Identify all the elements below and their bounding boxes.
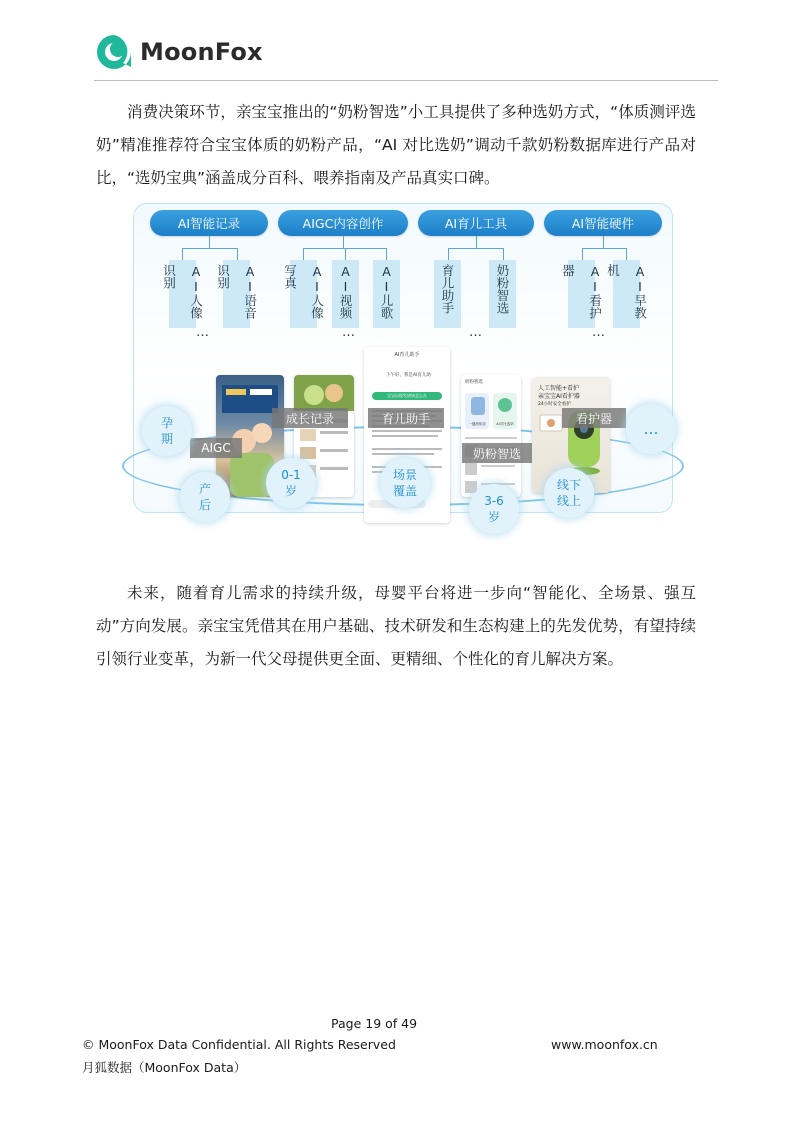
assistant-screen-title: AI育儿助手 (394, 352, 420, 358)
header-divider (94, 80, 718, 81)
header (94, 30, 263, 74)
connector (182, 248, 238, 249)
connector (182, 248, 183, 260)
connector (503, 248, 504, 260)
connector (626, 248, 627, 260)
milk-card-constitution: 一键测体质 (465, 393, 489, 429)
connector (303, 248, 304, 260)
connector (582, 248, 627, 249)
more-indicator: … (342, 325, 356, 340)
feature-ai-monitor: AI看护器 (568, 260, 595, 328)
bubble-age-0-1: 0-1岁 (266, 458, 316, 508)
feature-parenting-assistant: 育儿助手 (434, 260, 461, 328)
bubble-online-offline: 线下线上 (544, 468, 594, 518)
feature-milk-select: 奶粉智选 (489, 260, 516, 328)
page-number: Page 19 of 49 (331, 1016, 418, 1031)
assistant-question-button: 宝宝出现发烧该怎么办 (372, 392, 442, 400)
bubble-scene-coverage: 场景覆盖 (380, 458, 430, 508)
connector (448, 248, 449, 260)
bubble-postpartum: 产后 (180, 472, 230, 522)
ai-feature-figure (133, 203, 673, 524)
tag-milk-select: 奶粉智选 (462, 443, 532, 463)
tag-monitor: 看护器 (562, 408, 626, 428)
more-indicator: … (196, 325, 210, 340)
connector (343, 236, 344, 248)
feature-ai-portrait-recognition: AI人像识别 (169, 260, 196, 328)
tag-aigc: AIGC (190, 438, 242, 458)
tag-growth-record: 成长记录 (272, 408, 348, 428)
hardware-line-2: 亲宝宝AI看护器 (538, 393, 580, 400)
feature-ai-early-education: AI早教机 (613, 260, 640, 328)
website-link[interactable]: www.moonfox.cn (551, 1037, 658, 1052)
milk-select-screen (461, 375, 521, 497)
category-aigc: AIGC内容创作 (278, 210, 408, 236)
brand-name: MoonFox (140, 38, 263, 66)
connector (386, 248, 387, 260)
category-ai-hardware: AI智能硬件 (544, 210, 662, 236)
milk-card-compare: AI对比选奶 (493, 393, 517, 429)
hardware-line-3: 24小时安全看护 (538, 402, 571, 407)
company-name: 月狐数据（MoonFox Data） (82, 1060, 247, 1075)
connector (476, 236, 477, 248)
connector (345, 248, 346, 260)
bubble-more: … (626, 404, 676, 454)
feature-ai-nursery-rhyme: AI儿歌 (373, 260, 400, 328)
bubble-pregnancy: 孕期 (142, 406, 192, 456)
connector (237, 248, 238, 260)
milk-screen-title: 奶粉智选 (465, 380, 483, 385)
copyright-notice: © MoonFox Data Confidential. All Rights Reserved (82, 1037, 396, 1052)
connector (582, 248, 583, 260)
tag-parenting-assistant: 育儿助手 (368, 408, 444, 428)
connector (603, 236, 604, 248)
moonfox-logo-icon (94, 32, 134, 72)
body-paragraph-1: 消费决策环节，亲宝宝推出的“奶粉智选”小工具提供了多种选奶方式，“体质测评选奶”精准推荐符合宝宝体质的奶粉产品，“AI 对比选奶”调动千款奶粉数据库进行产品对比，“选奶宝典”涵盖成分百科、喂养指南及产品真实口碑。 (96, 103, 696, 187)
connector (209, 236, 210, 248)
category-ai-tools: AI育儿工具 (418, 210, 534, 236)
connector (448, 248, 504, 249)
more-indicator: … (469, 325, 483, 340)
feature-ai-voice-recognition: AI语音识别 (223, 260, 250, 328)
hardware-line-1: 人工智能+看护 (538, 385, 580, 392)
category-ai-record: AI智能记录 (150, 210, 268, 236)
bubble-age-3-6: 3-6岁 (469, 484, 519, 534)
more-indicator: … (592, 325, 606, 340)
feature-ai-video: AI视频 (332, 260, 359, 328)
assistant-greeting: 下午好，我是AI育儿助 (386, 373, 431, 378)
feature-ai-portrait-photo: AI人像写真 (290, 260, 317, 328)
body-paragraph-2: 未来，随着育儿需求的持续升级，母婴平台将进一步向“智能化、全场景、强互动”方向发展。亲宝宝凭借其在用户基础、技术研发和生态构建上的先发优势，有望持续引领行业变革，为新一代父母提供更全面、更精细、个性化的育儿解决方案。 (96, 584, 696, 668)
